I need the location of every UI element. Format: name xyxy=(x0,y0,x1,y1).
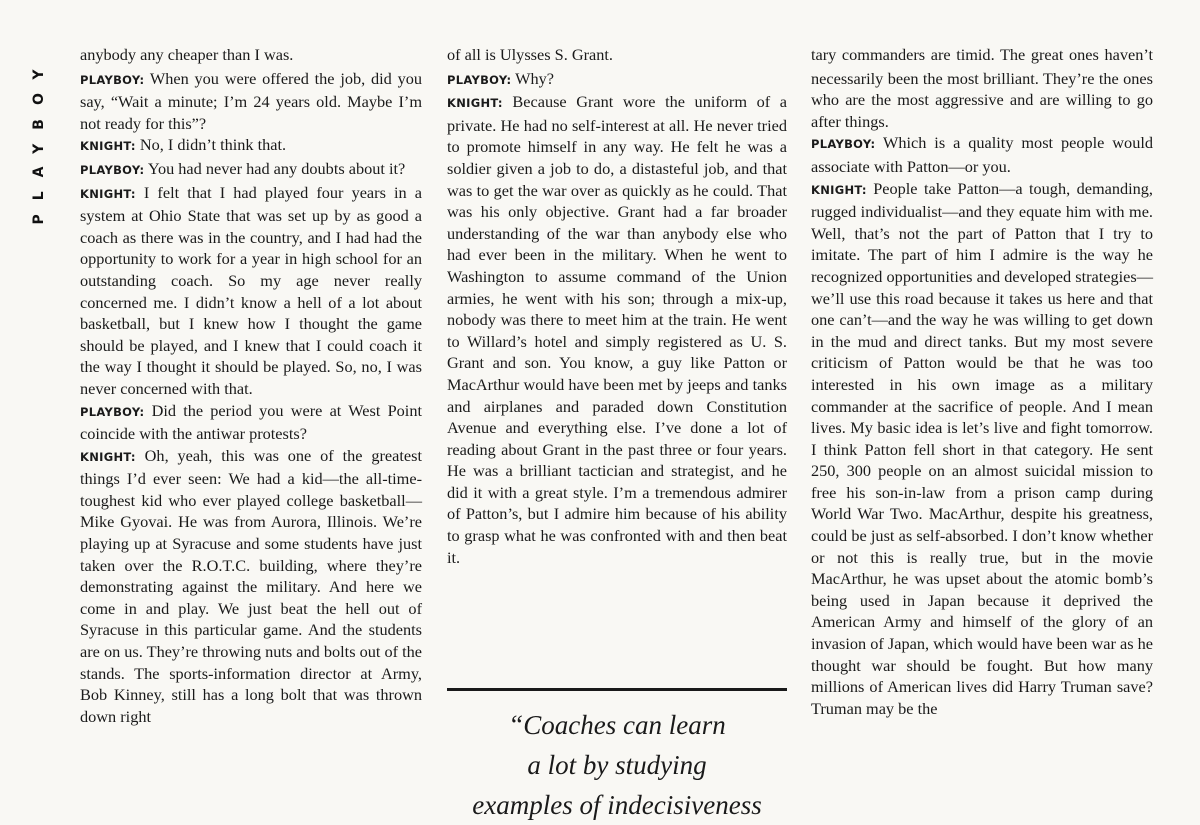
paragraph xyxy=(447,44,787,68)
speaker-label: PLAYBOY: xyxy=(447,72,512,87)
speaker-label: PLAYBOY: xyxy=(811,137,876,152)
paragraph-text: Because Grant wore the uniform of a private. He had no self-interest at all. He never tried to promote himself in any way. He felt he was a soldier given a job to do, a distasteful job, and that was to get the war over as quickly as he could. That was his only objective. Grant had a far broader understanding of the war than anybody else who had ever been in the military. When he went to Washington to assume command of the Union armies, he went with his son; through a mix-up, nobody was there to meet him at the train. He went to Willard’s hotel and simply registered as U. S. Grant and son. You know, a guy like Patton or MacArthur would have been met by jeeps and tanks and airplanes and paraded down Constitution Avenue and everything else. I’ve done a lot of reading about Grant in the past three or four years. He was a brilliant tactician and strategist, and he did it with a great style. I’m a tremendous admirer of Patton’s, but I admire him because of his ability to grasp what he was confronted with and then beat it. xyxy=(447,92,787,567)
text-column-3 xyxy=(811,44,1153,719)
paragraph xyxy=(811,44,1153,132)
paragraph xyxy=(80,182,422,400)
speaker-label: KNIGHT: xyxy=(447,96,503,111)
speaker-label: PLAYBOY: xyxy=(80,162,145,177)
pull-quote-line: examples of indecisiveness xyxy=(472,790,762,820)
paragraph-text: You had never had any doubts about it? xyxy=(147,158,406,178)
paragraph-text: Which is a quality most people would associate with Patton—or you. xyxy=(811,133,1154,176)
speaker-label: PLAYBOY: xyxy=(80,72,145,87)
paragraph-text: Did the period you were at West Point coincide with the antiwar protests? xyxy=(80,400,422,444)
paragraph-text: I felt that I had played four years in a system at Ohio State that was set up by as good a coach as there was in the country, and I had had the opportunity to work for a year in high school for an outstanding coach. So my age never really concerned me. I didn’t know a hell of a lot about basketball, but I knew how I thought the game should be played, and I knew that I could coach it the way I thought it should be played. So, no, I was never concerned with that. xyxy=(80,182,423,398)
paragraph-text: People take Patton—a tough, demanding, rugged individualist—and they equate him with me. Well, that’s not the part of Patton that I try to imitate. The part of him I admire is the way he recognized opportunities and developed strategies—we’ll use this road because it takes us here and that one can’t—and the way he was willing to get down in the mud and direct tanks. But my most severe criticism of Patton would be that he was too interested in his own image as a military commander at the sacrifice of people. And I mean lives. My basic idea is let’s live and fight tomorrow. I think Patton fell short in that category. He sent 250, 300 people on an almost suicidal mission to free his son-in-law from a prison camp during World War Two. MacArthur, despite his greatness, could be just as self-absorbed. I don’t know whether or not this is really true, but in the movie MacArthur, he was upset about the atomic bomb’s being used in Japan because it deprived the American Army and himself of the glory of an invasion of Japan, which would have been war as he thought war should be fought. But how many millions of American lives did Harry Truman save? Truman may be the xyxy=(811,178,1153,718)
text-column-1 xyxy=(80,44,422,727)
paragraph xyxy=(80,44,422,68)
paragraph xyxy=(80,68,422,135)
speaker-label: PLAYBOY: xyxy=(80,404,145,419)
paragraph xyxy=(80,158,422,182)
paragraph-text: Oh, yeah, this was one of the greatest things I’d ever seen: We had a kid—the all-time-toughest kid who ever played college basketball—Mike Gyovai. He was from Aurora, Illinois. We’re playing up at Syracuse and some students have just taken over the R.O.T.C. building, where they’re demonstrating against the military. And here we come in and play. We just beat the hell out of Syracuse in this particular game. And the students are on us. They’re throwing nuts and bolts out of the stands. The sports-information director at Army, Bob Kinney, still has a long bolt that was thrown down right xyxy=(80,445,422,726)
paragraph-text: When you were offered the job, did you say, “Wait a minute; I’m 24 years old. Maybe I’m not ready for this”? xyxy=(80,68,422,133)
paragraph xyxy=(811,178,1153,720)
text-column-2 xyxy=(447,44,787,568)
speaker-label: KNIGHT: xyxy=(80,449,136,464)
paragraph-text: tary commanders are timid. The great ones haven’t necessarily been the most brilliant. They’re the ones who are the most aggressive and are willing to go after things. xyxy=(811,45,1153,131)
paragraph xyxy=(80,400,422,445)
paragraph xyxy=(80,134,422,158)
side-label-text: PLAYBOY xyxy=(31,55,47,225)
magazine-side-label xyxy=(30,40,47,240)
pull-quote-line: “Coaches can learn xyxy=(508,710,726,740)
pull-quote-divider xyxy=(447,688,787,691)
paragraph-text: anybody any cheaper than I was. xyxy=(80,45,294,64)
pull-quote xyxy=(447,705,787,825)
speaker-label: KNIGHT: xyxy=(811,182,867,197)
paragraph-text: No, I didn’t think that. xyxy=(139,135,287,155)
paragraph xyxy=(811,132,1153,177)
paragraph-text: of all is Ulysses S. Grant. xyxy=(447,45,613,64)
pull-quote-line: a lot by studying xyxy=(527,750,707,780)
paragraph xyxy=(447,91,787,568)
paragraph xyxy=(447,68,787,92)
speaker-label: KNIGHT: xyxy=(80,139,136,154)
paragraph xyxy=(80,445,422,728)
speaker-label: KNIGHT: xyxy=(80,186,136,201)
paragraph-text: Why? xyxy=(515,68,554,88)
